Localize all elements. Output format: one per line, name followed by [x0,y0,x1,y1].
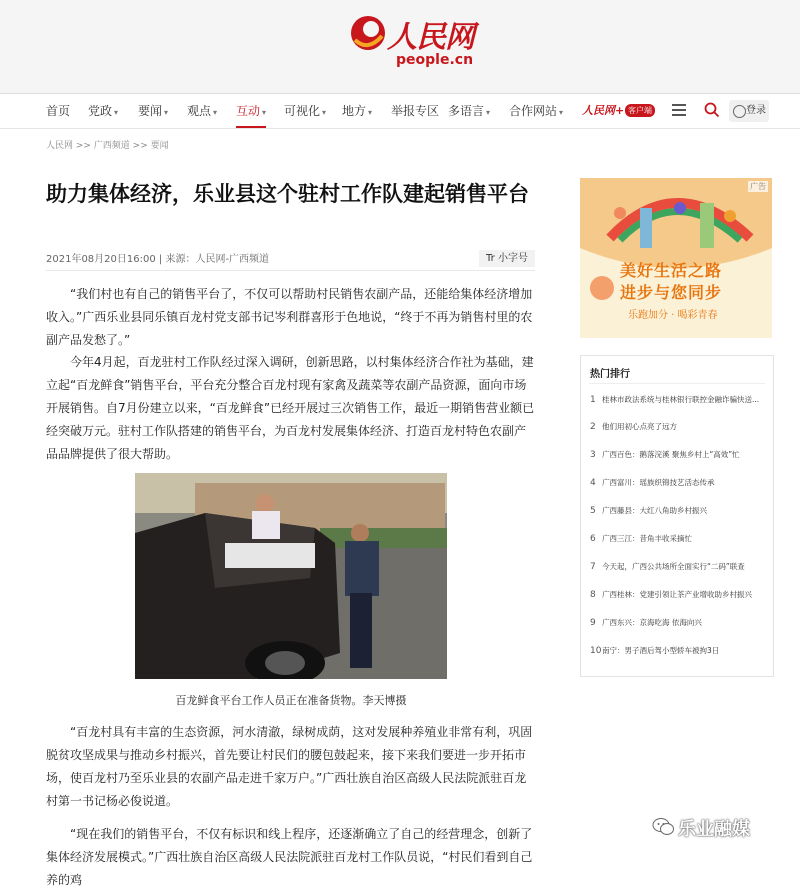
wechat-icon [652,817,674,837]
logo-cn-text: 人民网 [387,20,474,55]
photo-caption: 百龙鲜食平台工作人员正在准备货物。李天博摄 [175,694,407,707]
ranking-item[interactable]: 2 他们用初心点亮了远方 [590,422,677,432]
nav-item-local[interactable]: 地方 ▾ [342,104,373,118]
user-icon [733,105,746,118]
meta-divider [46,270,535,271]
nav-item-opinion[interactable]: 观点 ▾ [187,104,218,118]
ranking-item[interactable]: 7 今天起，广西公共场所全面实行“二码”联查 [590,562,745,572]
article-title: 助力集体经济，乐业县这个驻村工作队建起销售平台 [46,182,529,206]
nav-item-visual[interactable]: 可视化 ▾ [284,104,327,118]
article-paragraph: “现在我们的销售平台，不仅有标识和线上程序，还逐渐确立了自己的经营理念，创新了集体经济发展模式。”广西壮族自治区高级人民法院派驻百龙村工作队员说，“村民们看到自己养的鸡 [46,827,533,887]
breadcrumb[interactable]: 人民网 >> 广西频道 >> 要闻 [46,141,169,151]
hot-ranking-panel [580,355,774,677]
masthead [0,0,800,93]
article-paragraph: “百龙村具有丰富的生态资源，河水清澈，绿树成荫，这对发展种养殖业非常有利，巩固脱贫攻坚成果与推动乡村振兴，首先要让村民们的腰包鼓起来，接下来我们要进一步开拓市场，使百龙村乃至乐业县的农副产品走进千家万户。”广西壮族自治区高级人民法院派驻百龙村第一书记杨必俊说道。 [46,725,533,808]
ranking-divider [589,383,765,384]
nav-item-party[interactable]: 党政 ▾ [88,104,119,118]
article-meta: 2021年08月20日16:00 | 来源：人民网-广西频道 [46,254,270,265]
ranking-title: 热门排行 [590,369,630,380]
nav-item-home[interactable]: 首页 [46,104,71,118]
ranking-item[interactable]: 5 广西藤县：大红八角助乡村振兴 [590,506,707,516]
logo-en-text: people.cn [396,52,474,68]
watermark-text: 乐业融媒 [678,819,750,840]
nav-item-languages[interactable]: 多语言 ▾ [448,104,491,118]
ad-headline-1: 美好生活之路 [620,261,723,280]
ranking-item[interactable]: 1 桂林市政法系统与桂林银行联控金融诈骗快送... [590,395,760,405]
ad-headline-2: 进步与您同步 [620,283,723,302]
search-icon[interactable] [704,102,720,118]
people-logo-icon [349,14,387,52]
ranking-item[interactable]: 3 广西百色：鹅落浣溪 聚焦乡村上“高效”忙 [590,450,740,460]
ranking-item[interactable]: 10南宁：男子酒后驾小型轿车被拘3日 [590,646,720,656]
people-plus-client-button[interactable] [582,102,658,119]
nav-item-news[interactable]: 要闻 ▾ [138,104,169,118]
hamburger-menu-icon[interactable] [672,104,686,116]
client-badge: 客户端 [625,104,655,117]
ranking-item[interactable]: 8 广西桂林：党建引领让茶产业增收助乡村振兴 [590,590,752,600]
ranking-item[interactable]: 6 广西三江：昔角丰收采摘忙 [590,534,692,544]
ranking-item[interactable]: 9 广西东兴：京海吃海 依海向兴 [590,618,702,628]
nav-item-partners[interactable]: 合作网站 ▾ [509,104,564,118]
nav-item-interaction[interactable]: 互动 ▾ [236,94,266,128]
article-photo [135,473,447,679]
login-button[interactable] [729,100,769,122]
article-paragraph: “我们村也有自己的销售平台了，不仅可以帮助村民销售农副产品，还能给集体经济增加收入。”广西乐业县同乐镇百龙村党支部书记岑利群喜形于色地说，“终于不再为销售村里的农副产品发愁了。” [46,287,533,347]
people-plus-label: 人民网+ [582,104,625,117]
ad-slogan: 乐跑加分 · 喝彩青春 [628,310,718,321]
ad-tag: 广告 [750,182,766,191]
article-paragraph: 今年4月起，百龙驻村工作队经过深入调研，创新思路，以村集体经济合作社为基础，建立起“百龙鲜食”销售平台，平台充分整合百龙村现有家禽及蔬菜等农副产品资源，面向市场开展销售。自7月份建立以来，“百龙鲜食”已经开展过三次销售工作，最近一期销售营业额已经突破万元。驻村工作队搭建的销售平台，为百龙村发展集体经济、打造百龙村特色农副产品品牌提供了很大帮助。 [46,355,535,461]
login-label: 登录 [746,105,766,116]
people-logo[interactable] [349,12,474,74]
sidebar-ad-banner[interactable] [580,178,772,338]
font-size-button[interactable]: Tr 小字号 [479,250,535,267]
wechat-watermark [652,815,800,841]
ranking-item[interactable]: 4 广西富川：瑶族织锦技艺活态传承 [590,478,715,488]
nav-item-report[interactable]: 举报专区 [391,104,440,118]
main-nav [0,93,800,129]
